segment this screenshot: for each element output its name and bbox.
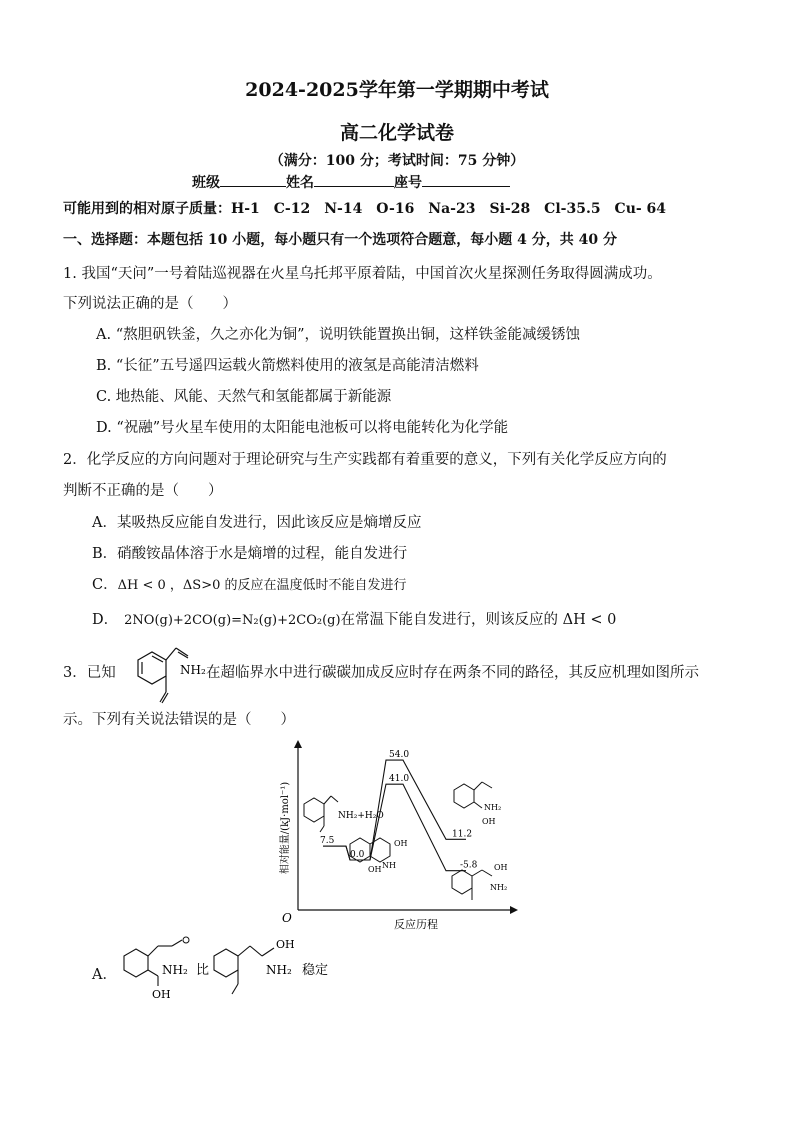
atomic-masses: 可能用到的相对原子质量：H-1 C-12 N-14 O-16 Na-23 Si-28 Cl-35.5 Cu- 64 [63, 201, 667, 217]
energy-path-2 [323, 784, 466, 871]
product-lower-nh2: NH₂ [490, 883, 508, 892]
q2-option-c-text: ΔH < 0 ，ΔS>0 的反应在温度低时不能自发进行 [117, 578, 407, 593]
origin-label: O [282, 911, 292, 925]
q3-prefix: 3．已知 [63, 665, 116, 681]
student-info-row [192, 171, 510, 192]
section-heading: 一、选择题：本题包括 10 小题，每小题只有一个选项符合题意，每小题 4 分，共 40 分 [63, 232, 617, 248]
seat-label: 座号 [394, 175, 422, 191]
q3-stem-line2: 示。下列有关说法错误的是（ ） [63, 712, 295, 728]
q1-stem-line2: 下列说法正确的是（ ） [63, 296, 237, 312]
exam-title: 2024-2025学年第一学期期中考试 [245, 79, 549, 101]
class-field[interactable] [220, 171, 286, 187]
q1-option-c: C. 地热能、风能、天然气和氢能都属于新能源 [96, 389, 392, 405]
q2-option-d-text: 在常温下能自发进行，则该反应的 ΔH < 0 [340, 612, 617, 628]
energy-profile-chart [268, 740, 528, 935]
q1-stem-line1: 1. 我国“天问”一号着陆巡视器在火星乌托邦平原着陆，中国首次火星探测任务取得圆满成功。 [63, 266, 662, 282]
q3-reactant-nh2: NH₂ [180, 663, 206, 677]
q3-option-a-label: A． [92, 967, 117, 983]
option-a-conclusion: 稳定 [302, 963, 329, 978]
q3-reactant-structure [118, 638, 210, 706]
x-axis-label: 反应历程 [394, 918, 438, 931]
q2-option-c-label: C． [92, 577, 118, 593]
q2-option-b: B．硝酸铵晶体溶于水是熵增的过程，能自发进行 [92, 546, 408, 562]
q2-stem-line1: 2．化学反应的方向问题对于理论研究与生产实践都有着重要的意义，下列有关化学反应方向的 [63, 452, 667, 468]
y-axis-label: 相对能量/(kJ·mol⁻¹) [280, 781, 291, 875]
product-upper-oh: OH [482, 817, 496, 826]
reactant-label: NH₂+H₂O [338, 811, 384, 821]
score-time-info: （满分：100 分；考试时间：75 分钟） [269, 153, 525, 169]
energy-label-2: 0.0 [350, 850, 365, 860]
q2-option-d-equation: 2NO(g)+2CO(g)=N₂(g)+2CO₂(g) [124, 613, 341, 628]
product-lower-oh: OH [494, 863, 508, 872]
option-a-nh2-first: NH₂ [162, 963, 188, 977]
energy-label-4: 41.0 [389, 774, 410, 785]
intermediate-oh-bottom: OH [368, 865, 382, 874]
option-a-nh2-second: NH₂ [266, 963, 292, 977]
name-label: 姓名 [286, 175, 314, 191]
option-a-comparison: 比 [196, 963, 210, 978]
q1-option-d: D. “祝融”号火星车使用的太阳能电池板可以将电能转化为化学能 [96, 420, 509, 436]
intermediate-nh: NH [382, 861, 396, 870]
paper-subtitle: 高二化学试卷 [339, 122, 454, 144]
product-upper-nh2: NH₂ [484, 803, 502, 812]
option-a-oh-second: OH [276, 938, 295, 951]
q2-option-d-label: D． [92, 612, 119, 628]
q2-option-a: A．某吸热反应能自发进行，因此该反应是熵增反应 [92, 515, 422, 531]
name-field[interactable] [314, 171, 394, 187]
product-lower-structure [452, 870, 492, 900]
q3-option-a-structures [116, 934, 366, 1006]
class-label: 班级 [192, 175, 220, 191]
energy-label-6: -5.8 [460, 860, 478, 871]
q1-option-b: B. “长征”五号遥四运载火箭燃料使用的液氢是高能清洁燃料 [96, 358, 479, 374]
energy-label-5: 11.2 [452, 829, 473, 840]
intermediate-oh-top: OH [394, 839, 408, 848]
reactant-structure [304, 796, 338, 832]
y-axis-arrow [294, 740, 302, 748]
seat-field[interactable] [422, 171, 510, 187]
x-axis-arrow [510, 906, 518, 914]
q2-stem-line2: 判断不正确的是（ ） [63, 483, 223, 499]
q1-option-a: A. “熬胆矾铁釜，久之亦化为铜”，说明铁能置换出铜，这样铁釜能减缓锈蚀 [96, 327, 581, 343]
q2-option-c [92, 573, 407, 594]
q2-option-d [92, 608, 616, 629]
energy-label-1: 7.5 [320, 836, 335, 847]
option-a-oh-first: OH [152, 988, 171, 1001]
q3-stem-rest: 在超临界水中进行碳碳加成反应时存在两条不同的路径，其反应机理如图所示 [206, 665, 699, 681]
energy-label-3: 54.0 [389, 750, 410, 761]
